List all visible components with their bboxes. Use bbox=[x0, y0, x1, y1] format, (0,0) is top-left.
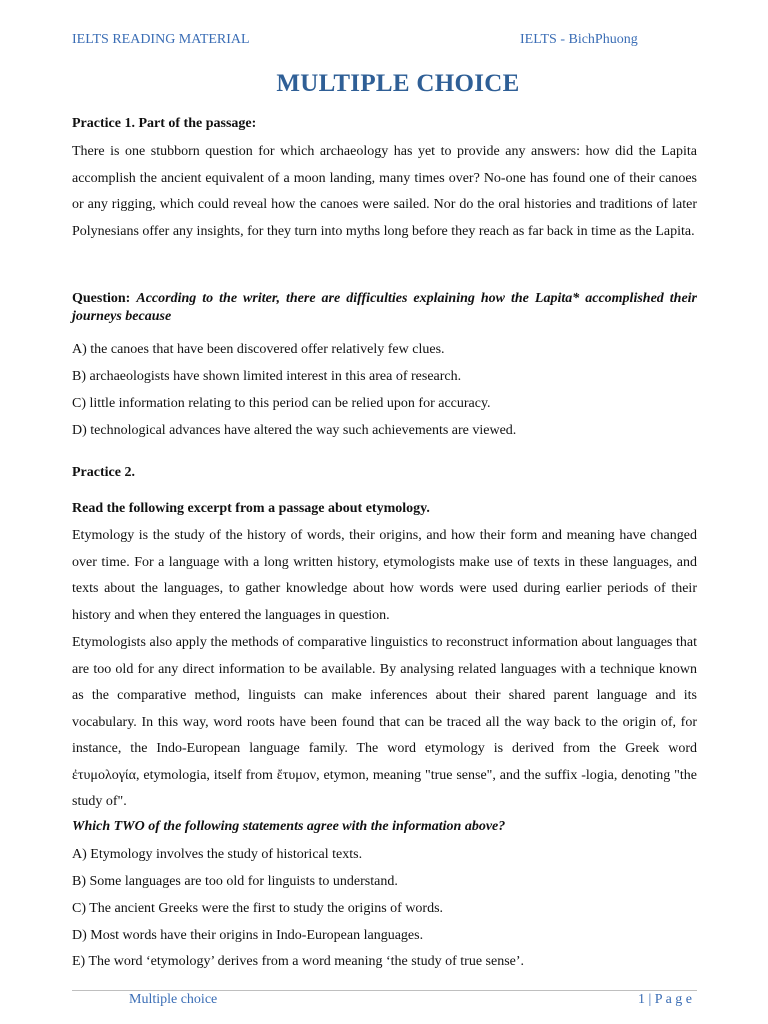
header-left-text: IELTS READING MATERIAL bbox=[72, 32, 250, 47]
practice-2-subheading: Read the following excerpt from a passage about etymology. bbox=[72, 501, 430, 516]
practice-2-option-d: D) Most words have their origins in Indo-European languages. bbox=[72, 928, 424, 943]
practice-2-option-a: A) Etymology involves the study of historical texts. bbox=[72, 847, 363, 862]
practice-2-instruction: Which TWO of the following statements agree with the information above? bbox=[72, 819, 506, 834]
question-label: Question: bbox=[72, 291, 131, 306]
practice-2-paragraph-2: Etymologists also apply the methods of comparative linguistics to reconstruct information about languages that are too old for any direct information to be available. By analysing related languages with a technique known as the comparative method, linguists can make inferences about their shared parent language and its vocabulary. In this way, word roots have been found that can be traced all the way back to the origin of, for instance, the Indo-European language family. The word etymology is derived from the Greek word ἐτυμολογία, etymologia, itself from ἔτυμον, etymon, meaning "true sense", and the suffix -logia, denoting "the study of". bbox=[72, 635, 697, 809]
practice-1-passage: There is one stubborn question for which archaeology has yet to provide any answers: how did the Lapita accomplish the ancient equivalent of a moon landing, many times over? No-one has found one of their canoes or any rigging, which could reveal how the canoes were sailed. Nor do the oral histories and traditions of later Polynesians offer any insights, for they turn into myths long before they reach as far back in time as the Lapita. bbox=[72, 144, 697, 239]
practice-1-heading: Practice 1. Part of the passage: bbox=[72, 116, 257, 131]
practice-2-option-c: C) The ancient Greeks were the first to study the origins of words. bbox=[72, 901, 444, 916]
footer-left-text: Multiple choice bbox=[129, 992, 218, 1007]
practice-2-heading: Practice 2. bbox=[72, 465, 135, 480]
practice-1-question bbox=[72, 290, 697, 326]
practice-1-option-a: A) the canoes that have been discovered offer relatively few clues. bbox=[72, 342, 445, 357]
practice-1-option-d: D) technological advances have altered the way such achievements are viewed. bbox=[72, 423, 517, 438]
practice-2-option-e: E) The word ‘etymology’ derives from a word meaning ‘the study of true sense’. bbox=[72, 954, 525, 969]
practice-2-option-b: B) Some languages are too old for linguists to understand. bbox=[72, 874, 398, 889]
document-page bbox=[72, 0, 697, 1024]
practice-1-option-b: B) archaeologists have shown limited interest in this area of research. bbox=[72, 369, 462, 384]
footer-divider bbox=[72, 990, 697, 991]
page-title: MULTIPLE CHOICE bbox=[276, 70, 520, 97]
header-right-text: IELTS - BichPhuong bbox=[520, 32, 638, 47]
practice-1-option-c: C) little information relating to this period can be relied upon for accuracy. bbox=[72, 396, 491, 411]
footer-page-number: 1 | P a g e bbox=[638, 992, 692, 1007]
practice-2-paragraph-1: Etymology is the study of the history of words, their origins, and how their form and meaning have changed over time. For a language with a long written history, etymologists make use of texts in these languages, and texts about the languages, to gather knowledge about how words were used during earlier periods of their history and when they entered the languages in question. bbox=[72, 528, 697, 623]
question-text: According to the writer, there are difficulties explaining how the Lapita* accomplished their journeys because bbox=[72, 291, 698, 324]
